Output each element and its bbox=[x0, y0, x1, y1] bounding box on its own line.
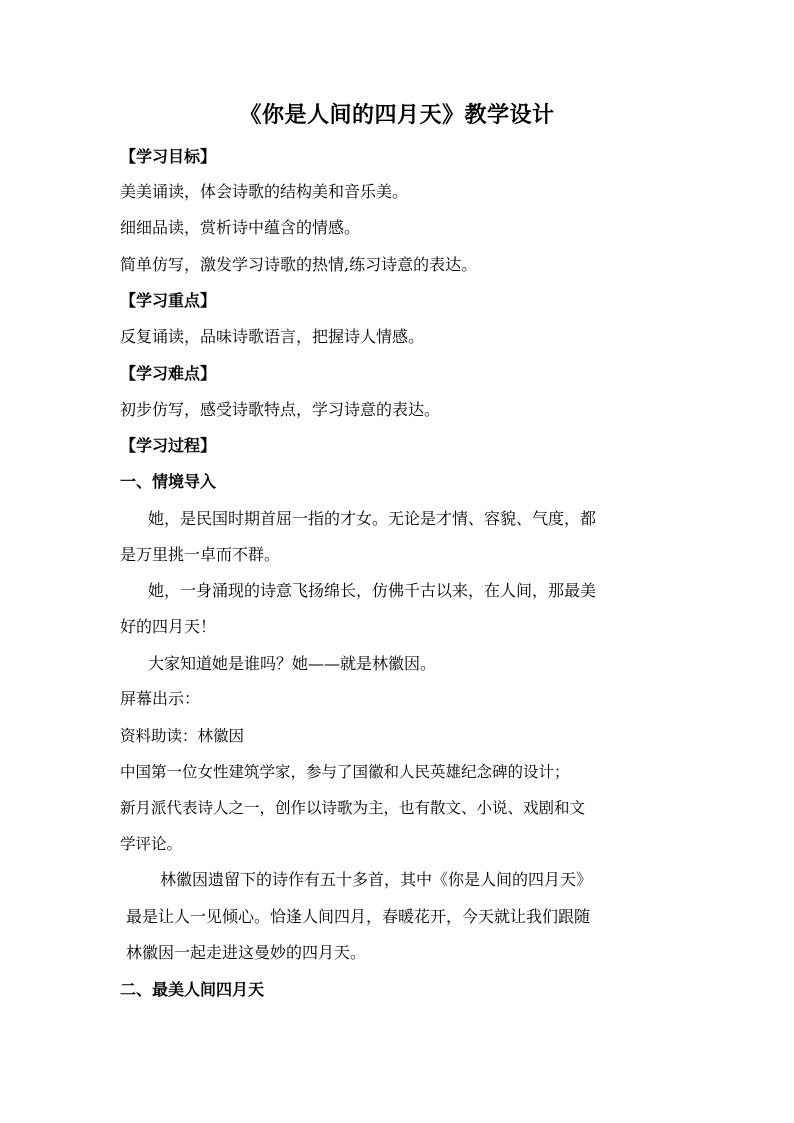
intro-para2-line1: 她，一身涌现的诗意飞扬绵长，仿佛千古以来，在人间，那最美 bbox=[148, 581, 597, 600]
intro-para2-line2: 好的四月天！ bbox=[120, 617, 217, 636]
key-text: 反复诵读，品味诗歌语言，把握诗人情感。 bbox=[120, 327, 425, 346]
info-line-3: 学评论。 bbox=[120, 835, 183, 853]
info-line-1: 中国第一位女性建筑学家，参与了国徽和人民英雄纪念碑的设计； bbox=[120, 763, 570, 781]
lead-line-3: 林徽因一起走进这曼妙的四月天。 bbox=[126, 943, 367, 962]
goal-item-3: 简单仿写，激发学习诗歌的热情,练习诗意的表达。 bbox=[120, 255, 478, 274]
key-heading: 【学习重点】 bbox=[120, 291, 217, 310]
difficulty-heading: 【学习难点】 bbox=[120, 364, 217, 383]
goal-item-2: 细细品读，赏析诗中蕴含的情感。 bbox=[120, 218, 361, 237]
screen-label: 屏幕出示： bbox=[120, 689, 201, 708]
intro-para1-line2: 是万里挑一卓而不群。 bbox=[120, 545, 281, 564]
difficulty-text: 初步仿写，感受诗歌特点，学习诗意的表达。 bbox=[120, 400, 441, 419]
info-title: 资料助读：林徽因 bbox=[120, 727, 245, 745]
goals-heading: 【学习目标】 bbox=[120, 147, 217, 166]
intro-para3: 大家知道她是谁吗？她——就是林徽因。 bbox=[148, 654, 437, 673]
lead-line-2: 最是让人一见倾心。恰逢人间四月，春暖花开，今天就让我们跟随 bbox=[126, 907, 591, 926]
process-heading: 【学习过程】 bbox=[120, 436, 217, 455]
part1-heading: 一、情境导入 bbox=[120, 472, 217, 491]
intro-para1-line1: 她，是民国时期首屈一指的才女。无论是才情、容貌、气度，都 bbox=[148, 509, 597, 528]
part2-heading: 二、最美人间四月天 bbox=[120, 980, 265, 999]
lead-line-1: 林徽因遗留下的诗作有五十多首，其中《你是人间的四月天》 bbox=[160, 870, 593, 889]
document-title: 《你是人间的四月天》教学设计 bbox=[239, 102, 555, 128]
info-line-2: 新月派代表诗人之一，创作以诗歌为主，也有散文、小说、戏剧和文 bbox=[120, 799, 586, 817]
goal-item-1: 美美诵读，体会诗歌的结构美和音乐美。 bbox=[120, 182, 409, 201]
